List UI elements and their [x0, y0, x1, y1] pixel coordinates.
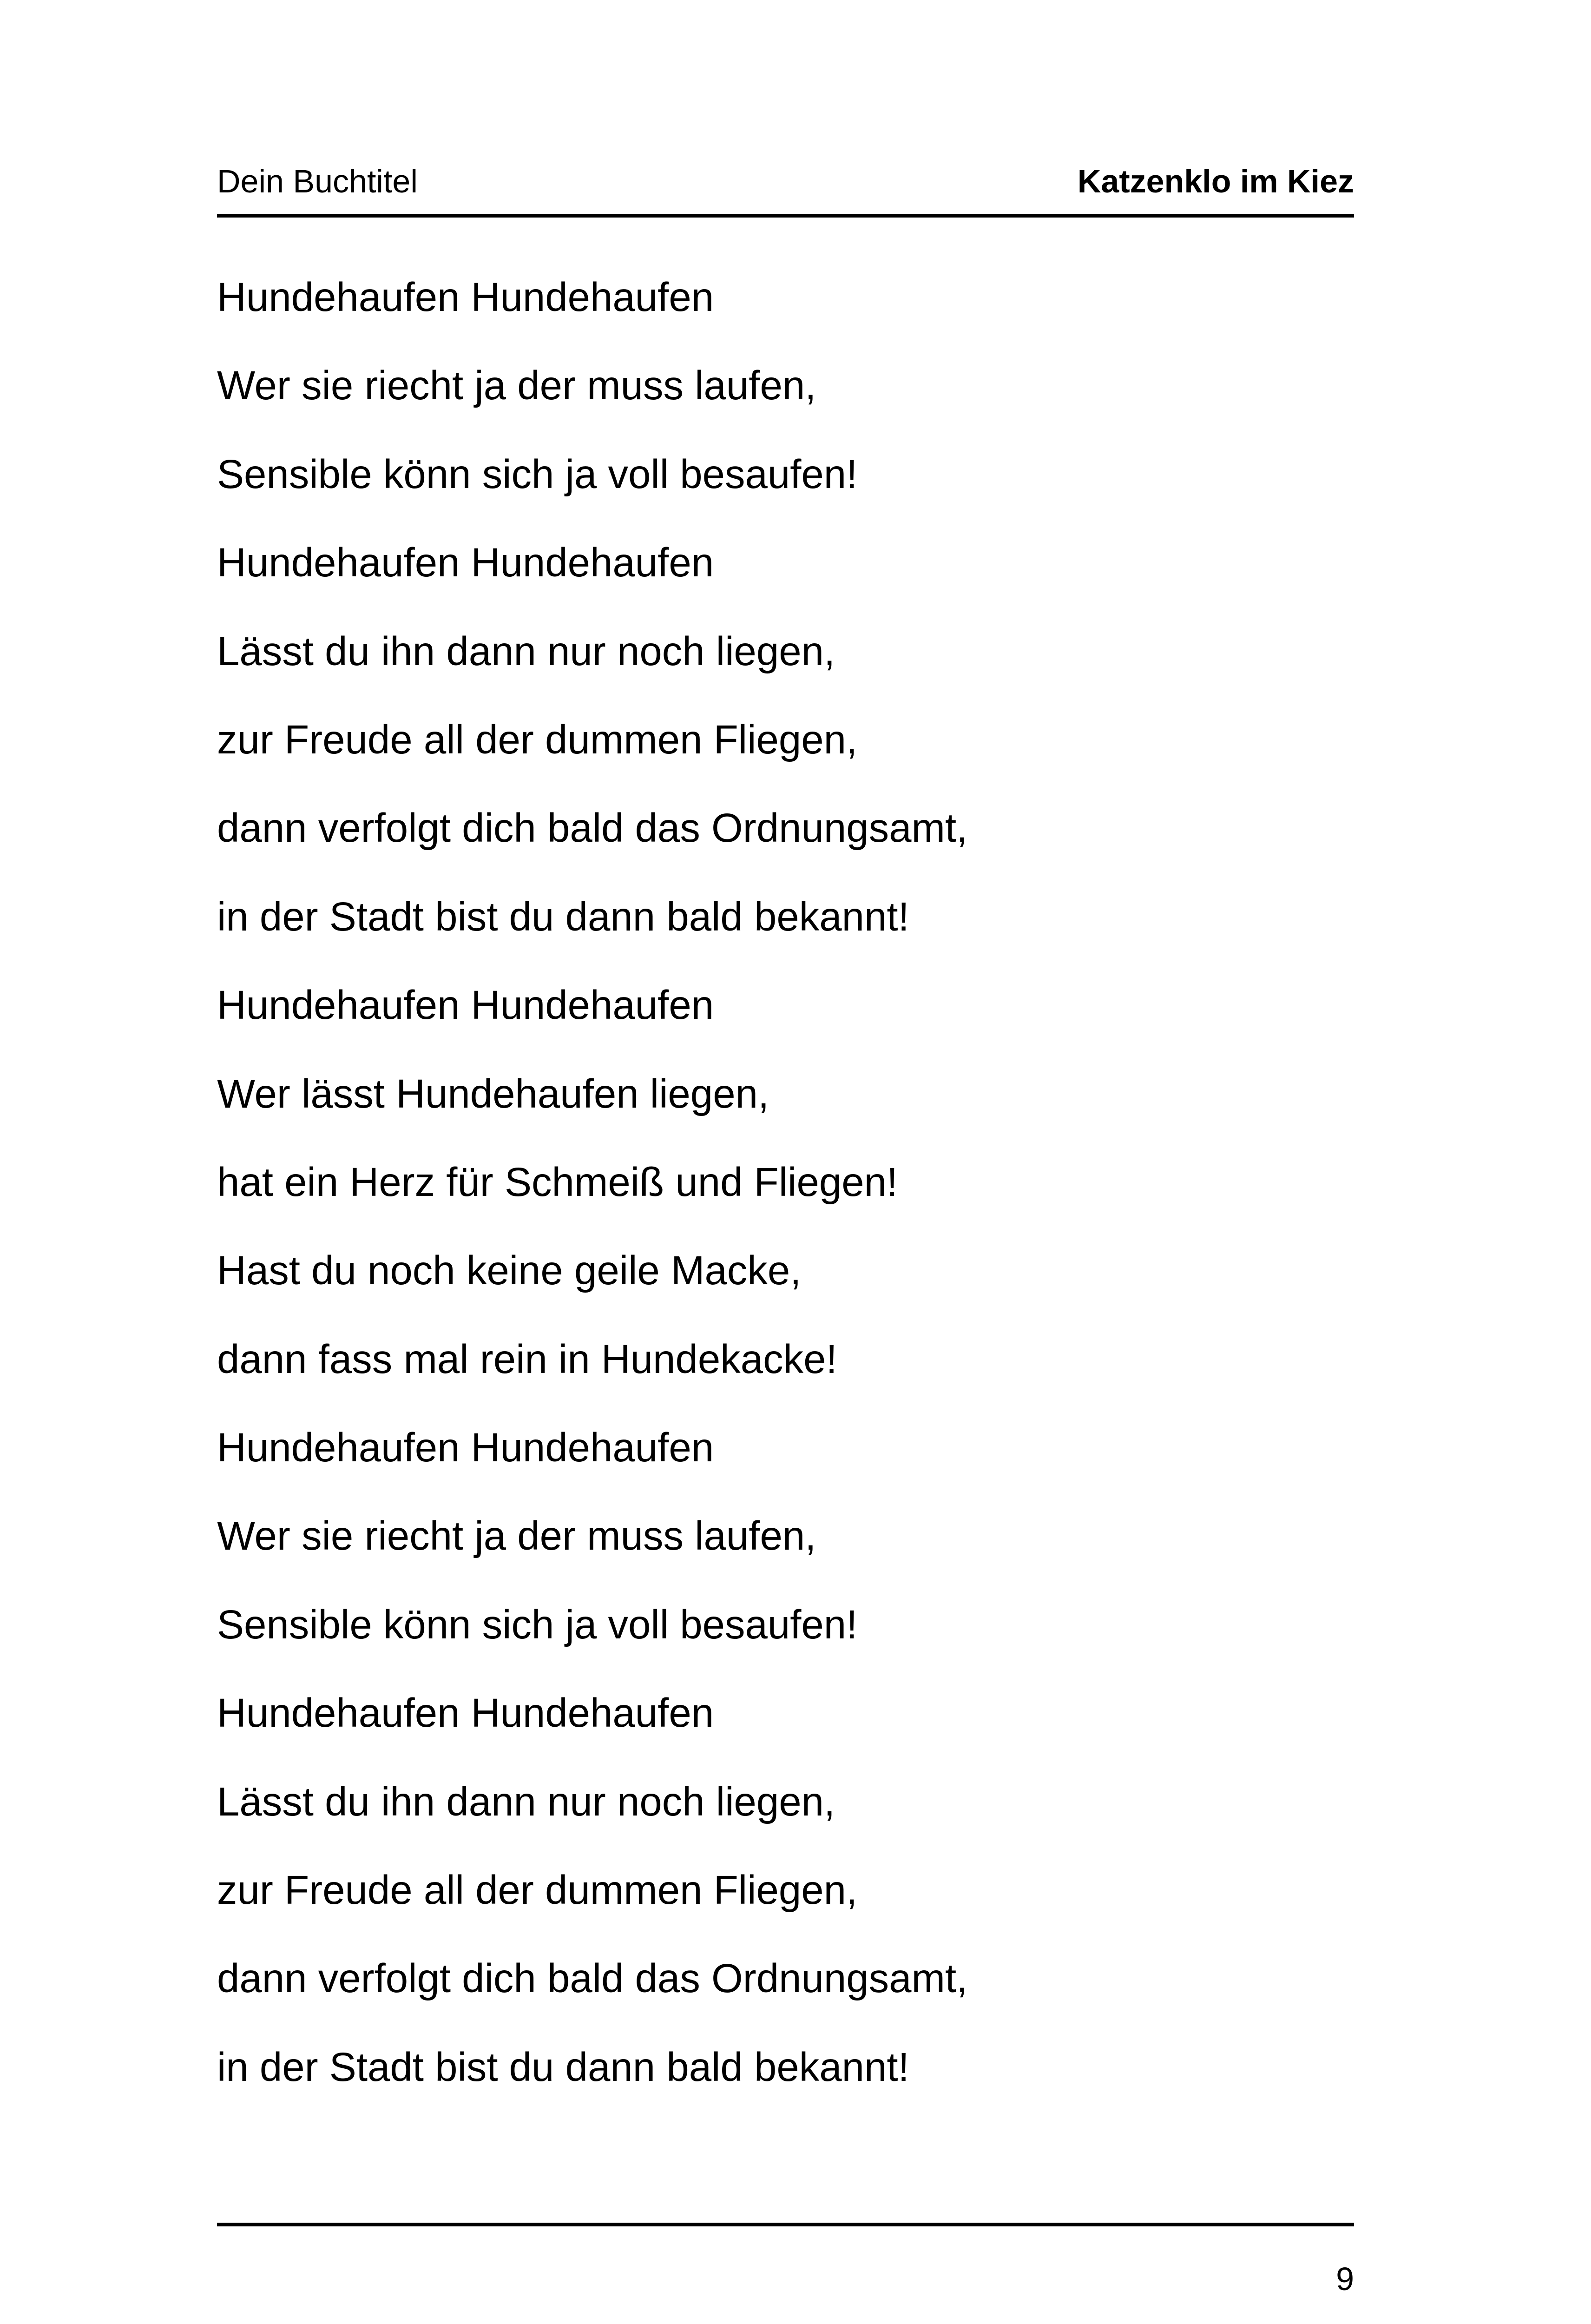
poem-line: Hundehaufen Hundehaufen [217, 540, 714, 586]
poem-line: zur Freude all der dummen Fliegen, [217, 1868, 858, 1913]
footer-divider [217, 2223, 1354, 2226]
poem-line: Lässt du ihn dann nur noch liegen, [217, 628, 835, 674]
poem-line: hat ein Herz für Schmeiß und Fliegen! [217, 1159, 898, 1205]
poem-text [217, 270, 1354, 2128]
poem-line: dann fass mal rein in Hundekacke! [217, 1336, 837, 1382]
chapter-title: Katzenklo im Kiez [1077, 163, 1354, 199]
poem-line: Hundehaufen Hundehaufen [217, 275, 714, 320]
poem-line: Wer sie riecht ja der muss laufen, [217, 363, 816, 409]
poem-line: Hast du noch keine geile Macke, [217, 1248, 802, 1294]
poem-line: Hundehaufen Hundehaufen [217, 1690, 714, 1736]
poem-line: Wer sie riecht ja der muss laufen, [217, 1513, 816, 1559]
poem-line: Hundehaufen Hundehaufen [217, 983, 714, 1028]
poem-line: Sensible könn sich ja voll besaufen! [217, 1602, 858, 1647]
poem-line: in der Stadt bist du dann bald bekannt! [217, 894, 909, 939]
page-header [217, 158, 1354, 218]
page-number: 9 [1336, 2261, 1354, 2297]
poem-line: zur Freude all der dummen Fliegen, [217, 717, 858, 762]
poem-line: Sensible könn sich ja voll besaufen! [217, 451, 858, 497]
poem-line: Lässt du ihn dann nur noch liegen, [217, 1779, 835, 1824]
poem-line: dann verfolgt dich bald das Ordnungsamt, [217, 805, 968, 851]
poem-line: Hundehaufen Hundehaufen [217, 1425, 714, 1471]
poem-line: dann verfolgt dich bald das Ordnungsamt, [217, 1956, 968, 2001]
poem-line: in der Stadt bist du dann bald bekannt! [217, 2044, 909, 2090]
poem-line: Wer lässt Hundehaufen liegen, [217, 1071, 769, 1116]
book-title: Dein Buchtitel [217, 163, 418, 199]
